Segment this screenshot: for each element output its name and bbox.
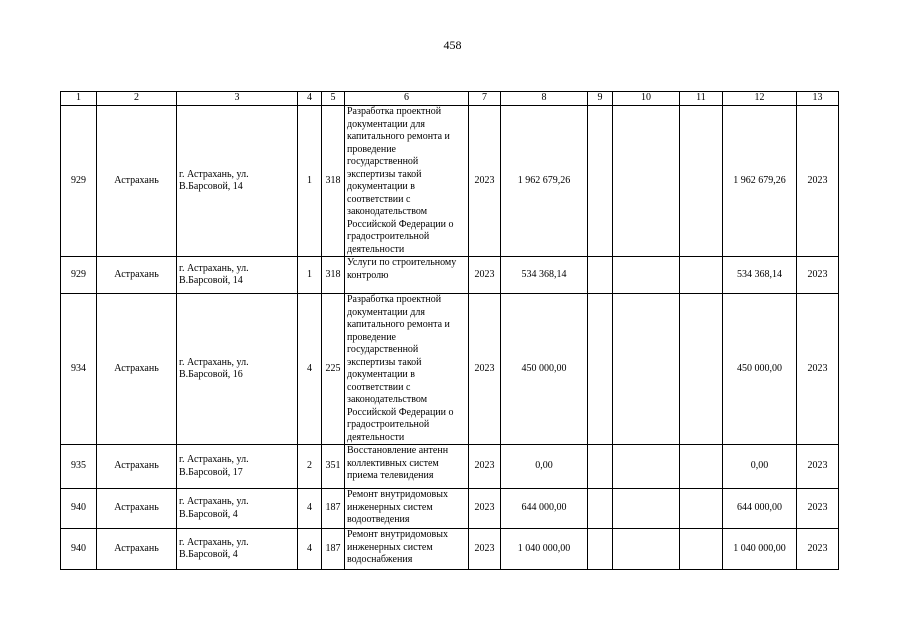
- col9-cell: [588, 106, 613, 257]
- table-row: [61, 489, 839, 529]
- total-cell: 1 962 679,26: [723, 106, 797, 257]
- col10-cell: [613, 257, 680, 294]
- col11-cell: [680, 106, 723, 257]
- locality-cell: Астрахань: [97, 257, 177, 294]
- col4-cell: 2: [298, 445, 322, 489]
- column-number: 4: [298, 92, 322, 106]
- address-cell: г. Астрахань, ул. В.Барсовой, 14: [177, 257, 298, 294]
- address-cell: г. Астрахань, ул. В.Барсовой, 4: [177, 529, 298, 570]
- year-cell: 2023: [469, 294, 501, 445]
- col11-cell: [680, 257, 723, 294]
- cost-cell: 0,00: [501, 445, 588, 489]
- col10-cell: [613, 106, 680, 257]
- cost-cell: 450 000,00: [501, 294, 588, 445]
- col10-cell: [613, 294, 680, 445]
- year-cell: 2023: [469, 257, 501, 294]
- column-number: 10: [613, 92, 680, 106]
- work-type-cell: Разработка проектной документации для капитального ремонта и проведение государственной экспертизы такой документации в соответствии с законодательством Российской Федерации о градостроительной деятельности: [345, 106, 469, 257]
- total-cell: 0,00: [723, 445, 797, 489]
- column-number: 11: [680, 92, 723, 106]
- work-type-cell: Восстановление антенн коллективных систем приема телевидения: [345, 445, 469, 489]
- column-number: 6: [345, 92, 469, 106]
- cost-cell: 534 368,14: [501, 257, 588, 294]
- row-number-cell: 940: [61, 529, 97, 570]
- col10-cell: [613, 445, 680, 489]
- final-year-cell: 2023: [797, 257, 839, 294]
- locality-cell: Астрахань: [97, 294, 177, 445]
- final-year-cell: 2023: [797, 445, 839, 489]
- col9-cell: [588, 257, 613, 294]
- table-row: [61, 294, 839, 445]
- final-year-cell: 2023: [797, 106, 839, 257]
- col9-cell: [588, 294, 613, 445]
- column-number-row: [61, 92, 839, 106]
- total-cell: 644 000,00: [723, 489, 797, 529]
- col9-cell: [588, 489, 613, 529]
- column-number: 5: [322, 92, 345, 106]
- col4-cell: 4: [298, 529, 322, 570]
- year-cell: 2023: [469, 489, 501, 529]
- address-cell: г. Астрахань, ул. В.Барсовой, 16: [177, 294, 298, 445]
- column-number: 8: [501, 92, 588, 106]
- table-row: [61, 257, 839, 294]
- page-number: 458: [443, 38, 462, 52]
- work-type-cell: Ремонт внутридомовых инженерных систем водоотведения: [345, 489, 469, 529]
- col4-cell: 1: [298, 257, 322, 294]
- column-number: 9: [588, 92, 613, 106]
- table-row: [61, 445, 839, 489]
- col5-cell: 225: [322, 294, 345, 445]
- work-type-cell: Услуги по строительному контролю: [345, 257, 469, 294]
- final-year-cell: 2023: [797, 529, 839, 570]
- cost-cell: 1 040 000,00: [501, 529, 588, 570]
- total-cell: 534 368,14: [723, 257, 797, 294]
- locality-cell: Астрахань: [97, 445, 177, 489]
- year-cell: 2023: [469, 445, 501, 489]
- row-number-cell: 940: [61, 489, 97, 529]
- col5-cell: 318: [322, 257, 345, 294]
- col10-cell: [613, 529, 680, 570]
- column-number: 3: [177, 92, 298, 106]
- row-number-cell: 929: [61, 106, 97, 257]
- row-number-cell: 934: [61, 294, 97, 445]
- col9-cell: [588, 529, 613, 570]
- locality-cell: Астрахань: [97, 529, 177, 570]
- year-cell: 2023: [469, 529, 501, 570]
- col5-cell: 187: [322, 529, 345, 570]
- cost-cell: 1 962 679,26: [501, 106, 588, 257]
- final-year-cell: 2023: [797, 294, 839, 445]
- col5-cell: 351: [322, 445, 345, 489]
- work-type-cell: Разработка проектной документации для капитального ремонта и проведение государственной экспертизы такой документации в соответствии с законодательством Российской Федерации о градостроительной деятельности: [345, 294, 469, 445]
- year-cell: 2023: [469, 106, 501, 257]
- column-number: 1: [61, 92, 97, 106]
- col11-cell: [680, 529, 723, 570]
- column-number: 7: [469, 92, 501, 106]
- col5-cell: 187: [322, 489, 345, 529]
- column-number: 12: [723, 92, 797, 106]
- locality-cell: Астрахань: [97, 489, 177, 529]
- column-number: 2: [97, 92, 177, 106]
- address-cell: г. Астрахань, ул. В.Барсовой, 14: [177, 106, 298, 257]
- col4-cell: 4: [298, 489, 322, 529]
- row-number-cell: 935: [61, 445, 97, 489]
- col5-cell: 318: [322, 106, 345, 257]
- final-year-cell: 2023: [797, 489, 839, 529]
- col11-cell: [680, 445, 723, 489]
- col11-cell: [680, 489, 723, 529]
- col10-cell: [613, 489, 680, 529]
- total-cell: 1 040 000,00: [723, 529, 797, 570]
- col11-cell: [680, 294, 723, 445]
- col4-cell: 4: [298, 294, 322, 445]
- table-row: [61, 529, 839, 570]
- address-cell: г. Астрахань, ул. В.Барсовой, 17: [177, 445, 298, 489]
- works-table: [60, 91, 839, 570]
- address-cell: г. Астрахань, ул. В.Барсовой, 4: [177, 489, 298, 529]
- locality-cell: Астрахань: [97, 106, 177, 257]
- cost-cell: 644 000,00: [501, 489, 588, 529]
- column-number: 13: [797, 92, 839, 106]
- work-type-cell: Ремонт внутридомовых инженерных систем водоснабжения: [345, 529, 469, 570]
- col9-cell: [588, 445, 613, 489]
- total-cell: 450 000,00: [723, 294, 797, 445]
- col4-cell: 1: [298, 106, 322, 257]
- table-row: [61, 106, 839, 257]
- row-number-cell: 929: [61, 257, 97, 294]
